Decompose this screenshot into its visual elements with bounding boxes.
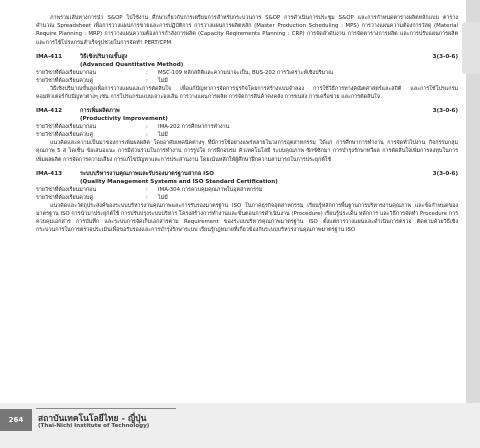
coreq-value: ไม่มี xyxy=(158,194,168,201)
prereq-label: รายวิชาที่ต้องเรียนมาก่อน xyxy=(36,124,97,131)
coreq-row xyxy=(36,77,458,85)
coreq-row xyxy=(36,194,458,202)
prereq-value: IMA-202 การศึกษาการทำงาน xyxy=(158,124,230,131)
course-header xyxy=(36,53,458,61)
prereq-row xyxy=(36,69,458,77)
page-content xyxy=(36,14,458,235)
colon: : xyxy=(146,132,148,139)
course-description: แนวคิดและความเป็นมาของการเพิ่มผลผลิต โดยอาศัยเทคนิคต่างๆ ที่มีการใช้อย่างแพร่หลายในวงการอุตสาหกรรม ได้แก่ การศึกษาการทำงาน การจัดทั่วไปงาน กิจกรรมกลุ่มคุณภาพ 5 ส ไคเซ็น ข้อเสนอแนะ การมีส่วนร่วมในการทำงาน การรูปใจ การฝึกอบรม คิวเทคโนโลยี ระบบคุณภาพ ซิกซ์ซิกมา การบำรุงรักษาทวีผล การตัดสินใจเพิ่มการลงทุนในการเพิ่มผลผลิต การจัดการความเสี่ยง การแก้ไขปัญหาและการประสานงาน โดยเน้นหลักให้ผู้ศึกษาฝึกความสามารถในการประยุกต์ใช้ xyxy=(36,140,458,163)
course-name-en: (Quality Management Systems and ISO Standard Certification) xyxy=(80,178,278,185)
course-credit: 3(3-0-6) xyxy=(432,53,458,60)
colon: : xyxy=(146,186,148,193)
colon: : xyxy=(146,77,148,84)
coreq-value: ไม่มี xyxy=(158,77,168,84)
prereq-row xyxy=(36,123,458,131)
prereq-row xyxy=(36,186,458,194)
course-block-ima-413 xyxy=(36,170,458,235)
page-footer xyxy=(0,403,480,448)
course-block-ima-411 xyxy=(36,53,458,101)
course-credit: 3(3-0-6) xyxy=(432,170,458,177)
prereq-label: รายวิชาที่ต้องเรียนมาก่อน xyxy=(36,186,97,193)
page-number: 264 xyxy=(0,409,32,431)
institute-name-en: (Thai-Nichi Institute of Technology) xyxy=(38,423,150,429)
course-description: วิธีเชิงปริมาณขั้นสูงเพื่อการวางแผนและการตัดสินใจ เพื่อแก้ปัญหาการจัดการธุรกิจโดยการสร้างแบบจำลอง การใช้วิธีการทางคณิตศาสตร์และสถิติ และการใช้โปรแกรมคอมพิวเตอร์กับปัญหาต่างๆ เช่น การโปรแกรมแบบเจาะจงเส้น การวางแผนการผลิต การจัดการสินค้าคงคลัง การขนส่ง การเครือข่าย และการตัดสินใจ xyxy=(36,85,458,101)
coreq-row xyxy=(36,131,458,139)
course-name-en: (Productivity Improvement) xyxy=(80,116,168,123)
course-description: แนวคิดและวัตถุประสงค์ของระบบบริหารงานคุณภาพและการรับรองมาตรฐาน ISO ในภาคธุรกิจอุตสาหกรรม เรียนรู้หลักการพื้นฐานการบริหารงานคุณภาพ และข้อกำหนดของมาตรฐาน ISO การนำมาประยุกต์ใช้ การปรับปรุงระบบบริหาร โครงสร้างการทำงานและขั้นตอนการดำเนินงาน (Procedure) เรียนรู้ประเด็น หลักการ และวิธีการจัดทำ Procedure การควบคุมเอกสาร การบันทึก และระบบการจัดเก็บเอกสารตาม Requirement ของระบบบริหารคุณภาพมาตรฐาน ISO ตั้งแต่การวางแผนและดำเนินการตรวจ ติดตามด้วยวิธีเชิงกระบวนการในการตรวจประเมินเพื่อขอรับรองและการบำรุงรักษาระบบ เรียนรู้กฎหมายที่เกี่ยวข้องกับระบบบริหารงานคุณภาพมาตรฐาน ISO xyxy=(36,202,458,234)
prereq-value: MSC-109 หลักสถิติและความน่าจะเป็น, BUS-202 การวิเคราะห์เชิงปริมาณ xyxy=(158,69,334,76)
colon: : xyxy=(146,194,148,201)
coreq-label: รายวิชาที่ต้องเรียนควบคู่ xyxy=(36,194,93,201)
course-name-th: การเพิ่มผลิตภาพ xyxy=(80,108,120,115)
colon: : xyxy=(146,69,148,76)
course-code: IMA-411 xyxy=(36,53,62,60)
colon: : xyxy=(146,124,148,131)
coreq-value: ไม่มี xyxy=(158,132,168,139)
page-edge-tab xyxy=(462,22,480,74)
course-header xyxy=(36,107,458,115)
footer-divider xyxy=(36,408,176,409)
course-name-th: ระบบบริหารงานคุณภาพและรับรองมาตรฐานสากล ISO xyxy=(80,170,215,177)
course-code: IMA-412 xyxy=(36,108,62,115)
intro-paragraph: ภาพรวมเส้นทางการนำ S&OP ไปใช้งาน ศึกษาเกี่ยวกับการเตรียมการสำหรับกระบวนการ S&OP การดำเนินการประชุม S&OP และการกำหนดตารางผลิตหลักแบบ ตารางคำนวณ Spreadsheet เพื่อการวางแผนการขายและการปฏิบัติการ การวางแผนการผลิตหลัก (Master Production Scheduling : MPS) การวางแผนความต้องการวัสดุ (Material Require Planning : MRP) การวางแผนความต้องการกำลังการผลิต (Capacity Reqirements Planning : CRP) การจัดลำดับงาน การจัดตารางการผลิต และการปรับแผนการผลิต และการใช้โปรแกรมสำเร็จรูปช่วยในการจัดทำ PERT/CPM xyxy=(36,15,458,46)
course-code: IMA-413 xyxy=(36,170,62,177)
coreq-label: รายวิชาที่ต้องเรียนควบคู่ xyxy=(36,132,93,139)
course-block-ima-412 xyxy=(36,107,458,164)
course-name-th: วิธีเชิงปริมาณขั้นสูง xyxy=(80,53,128,60)
course-name-en: (Advanced Quantitative Method) xyxy=(80,61,184,68)
prereq-value: IMA-304 การควบคุมคุณภาพในอุตสาหกรรม xyxy=(158,186,263,193)
course-header xyxy=(36,170,458,178)
prereq-label: รายวิชาที่ต้องเรียนมาก่อน xyxy=(36,69,97,76)
course-credit: 3(3-0-6) xyxy=(432,108,458,115)
institute-name-th: สถาบันเทคโนโลยีไทย - ญี่ปุ่น xyxy=(38,414,147,424)
coreq-label: รายวิชาที่ต้องเรียนควบคู่ xyxy=(36,77,93,84)
